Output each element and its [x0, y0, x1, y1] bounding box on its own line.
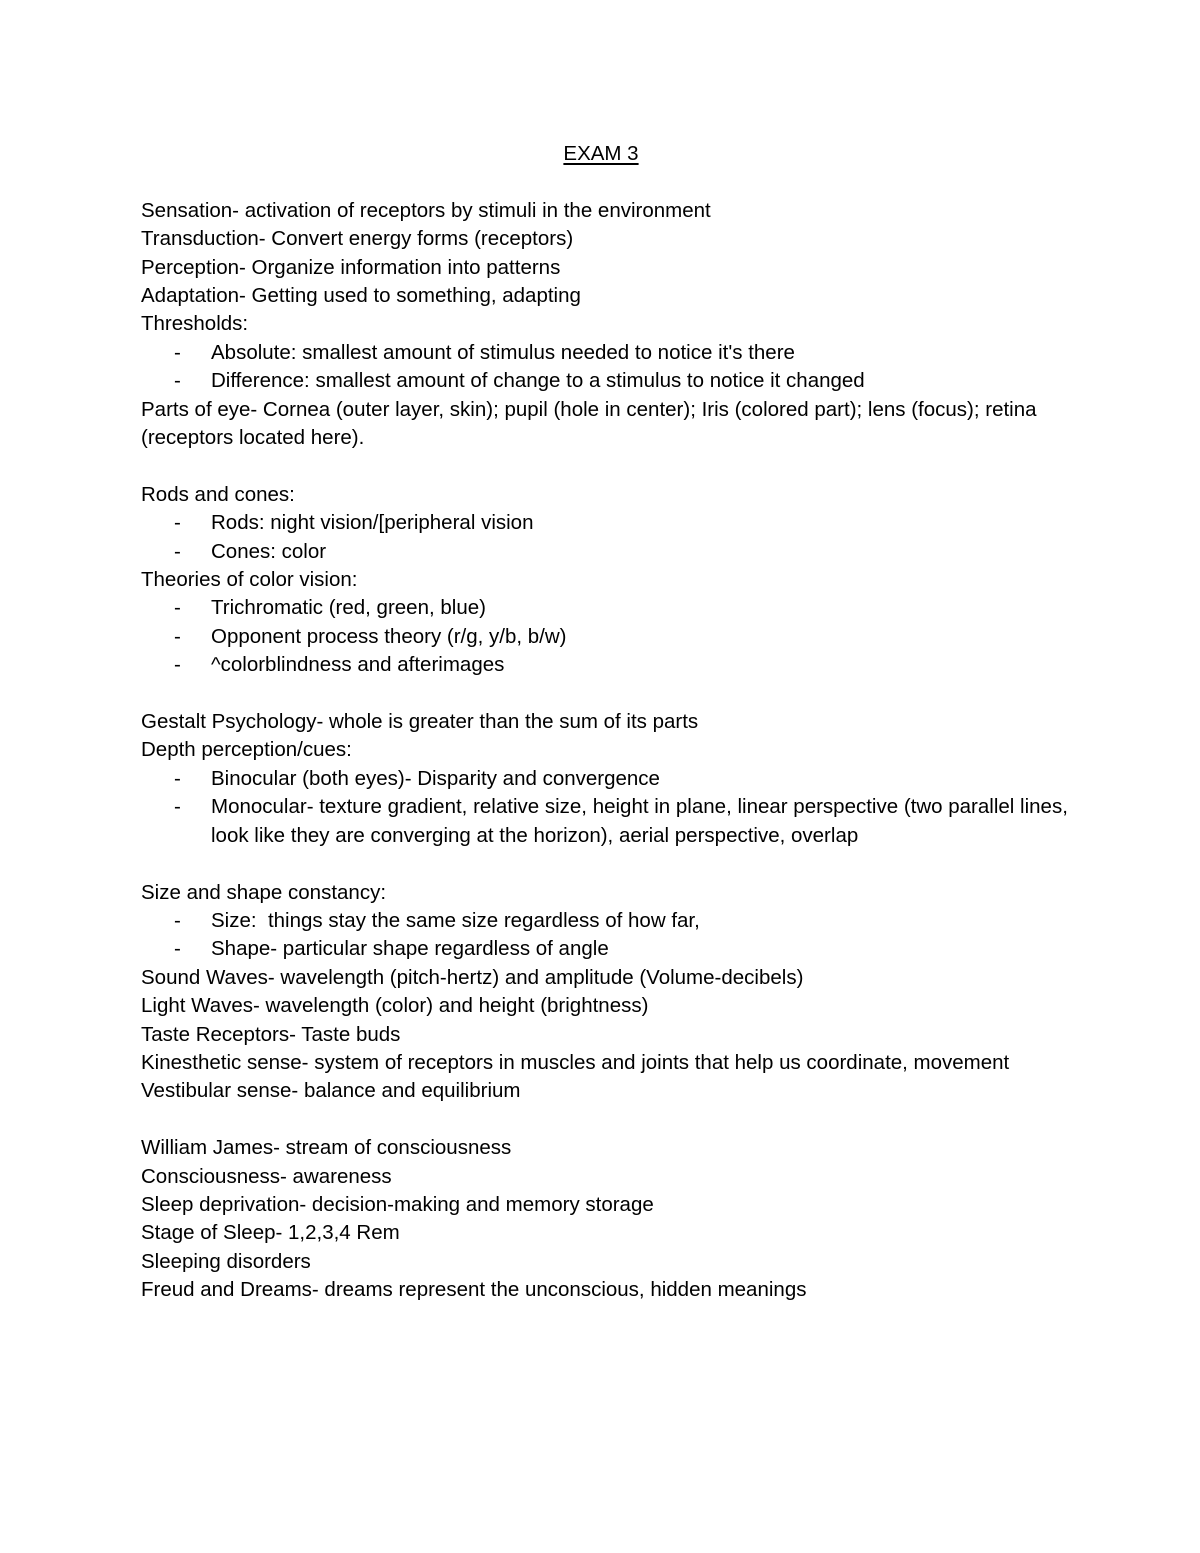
- blank-line: [141, 452, 1071, 480]
- bullet-dash: -: [174, 766, 181, 790]
- list-item: [141, 935, 1071, 963]
- bullet-dash: -: [174, 340, 181, 364]
- definition-consciousness: Consciousness- awareness: [141, 1164, 392, 1188]
- list-item: [141, 623, 1071, 651]
- blank-line: [141, 850, 1071, 878]
- page-title: EXAM 3: [563, 142, 639, 165]
- bullet-dash: -: [174, 653, 181, 677]
- heading-constancy: Size and shape constancy:: [141, 880, 387, 904]
- definition-gestalt: Gestalt Psychology- whole is greater than the sum of its parts: [141, 710, 699, 734]
- list-item: [141, 509, 1071, 537]
- bullet-dash: -: [174, 937, 181, 961]
- bullet-dash: -: [174, 596, 181, 620]
- bullet-text-binocular: Binocular (both eyes)- Disparity and convergence: [211, 766, 660, 790]
- definition-vestibular: Vestibular sense- balance and equilibrium: [141, 1079, 521, 1103]
- bullet-text-trichromatic: Trichromatic (red, green, blue): [211, 596, 486, 620]
- list-item: [141, 651, 1071, 679]
- bullet-dash: -: [174, 795, 181, 819]
- definition-sleep-deprivation: Sleep deprivation- decision-making and memory storage: [141, 1192, 654, 1216]
- definition-perception: Perception- Organize information into patterns: [141, 255, 561, 279]
- bullet-text-size: Size: things stay the same size regardless of how far,: [211, 908, 700, 932]
- bullet-dash: -: [174, 624, 181, 648]
- definition-adaptation: Adaptation- Getting used to something, adapting: [141, 284, 581, 308]
- definition-kinesthetic: Kinesthetic sense- system of receptors in muscles and joints that help us coordinate, movement: [141, 1050, 1010, 1074]
- bullet-dash: -: [174, 511, 181, 535]
- bullet-dash: -: [174, 369, 181, 393]
- heading-depth-perception: Depth perception/cues:: [141, 738, 352, 762]
- bullet-dash: -: [174, 539, 181, 563]
- bullet-text-monocular: Monocular- texture gradient, relative size, height in plane, linear perspective (two parallel lines, look like they are converging at the horizon), aerial perspective, overlap: [211, 795, 1068, 847]
- heading-rods-and-cones: Rods and cones:: [141, 482, 295, 506]
- definition-parts-of-eye: Parts of eye- Cornea (outer layer, skin); pupil (hole in center); Iris (colored part); lens (focus); retina (receptors located here).: [141, 397, 1037, 450]
- document-body: [141, 140, 1071, 1305]
- definition-william-james: William James- stream of consciousness: [141, 1136, 512, 1160]
- list-item: [141, 765, 1071, 793]
- list-item: [141, 793, 1071, 850]
- list-item: [141, 594, 1071, 622]
- definition-sensation: Sensation- activation of receptors by stimuli in the environment: [141, 198, 711, 222]
- definition-transduction: Transduction- Convert energy forms (receptors): [141, 227, 574, 251]
- list-item: [141, 339, 1071, 367]
- heading-thresholds: Thresholds:: [141, 312, 249, 336]
- list-item: [141, 367, 1071, 395]
- definition-taste-receptors: Taste Receptors- Taste buds: [141, 1022, 401, 1046]
- definition-sound-waves: Sound Waves- wavelength (pitch-hertz) and amplitude (Volume-decibels): [141, 965, 804, 989]
- definition-sleeping-disorders: Sleeping disorders: [141, 1249, 311, 1273]
- bullet-text-absolute: Absolute: smallest amount of stimulus needed to notice it's there: [211, 340, 795, 364]
- bullet-text-difference: Difference: smallest amount of change to a stimulus to notice it changed: [211, 369, 865, 393]
- bullet-text-shape: Shape- particular shape regardless of angle: [211, 937, 609, 961]
- bullet-dash: -: [174, 908, 181, 932]
- blank-line: [141, 680, 1071, 708]
- blank-line: [141, 1106, 1071, 1134]
- definition-stage-of-sleep: Stage of Sleep- 1,2,3,4 Rem: [141, 1221, 400, 1245]
- definition-freud-dreams: Freud and Dreams- dreams represent the unconscious, hidden meanings: [141, 1278, 807, 1302]
- definition-light-waves: Light Waves- wavelength (color) and height (brightness): [141, 994, 649, 1018]
- bullet-text-opponent: Opponent process theory (r/g, y/b, b/w): [211, 624, 567, 648]
- bullet-text-colorblindness: ^colorblindness and afterimages: [211, 653, 505, 677]
- bullet-text-cones: Cones: color: [211, 539, 327, 563]
- bullet-text-rods: Rods: night vision/[peripheral vision: [211, 511, 534, 535]
- list-item: [141, 538, 1071, 566]
- heading-color-vision: Theories of color vision:: [141, 568, 358, 592]
- list-item: [141, 907, 1071, 935]
